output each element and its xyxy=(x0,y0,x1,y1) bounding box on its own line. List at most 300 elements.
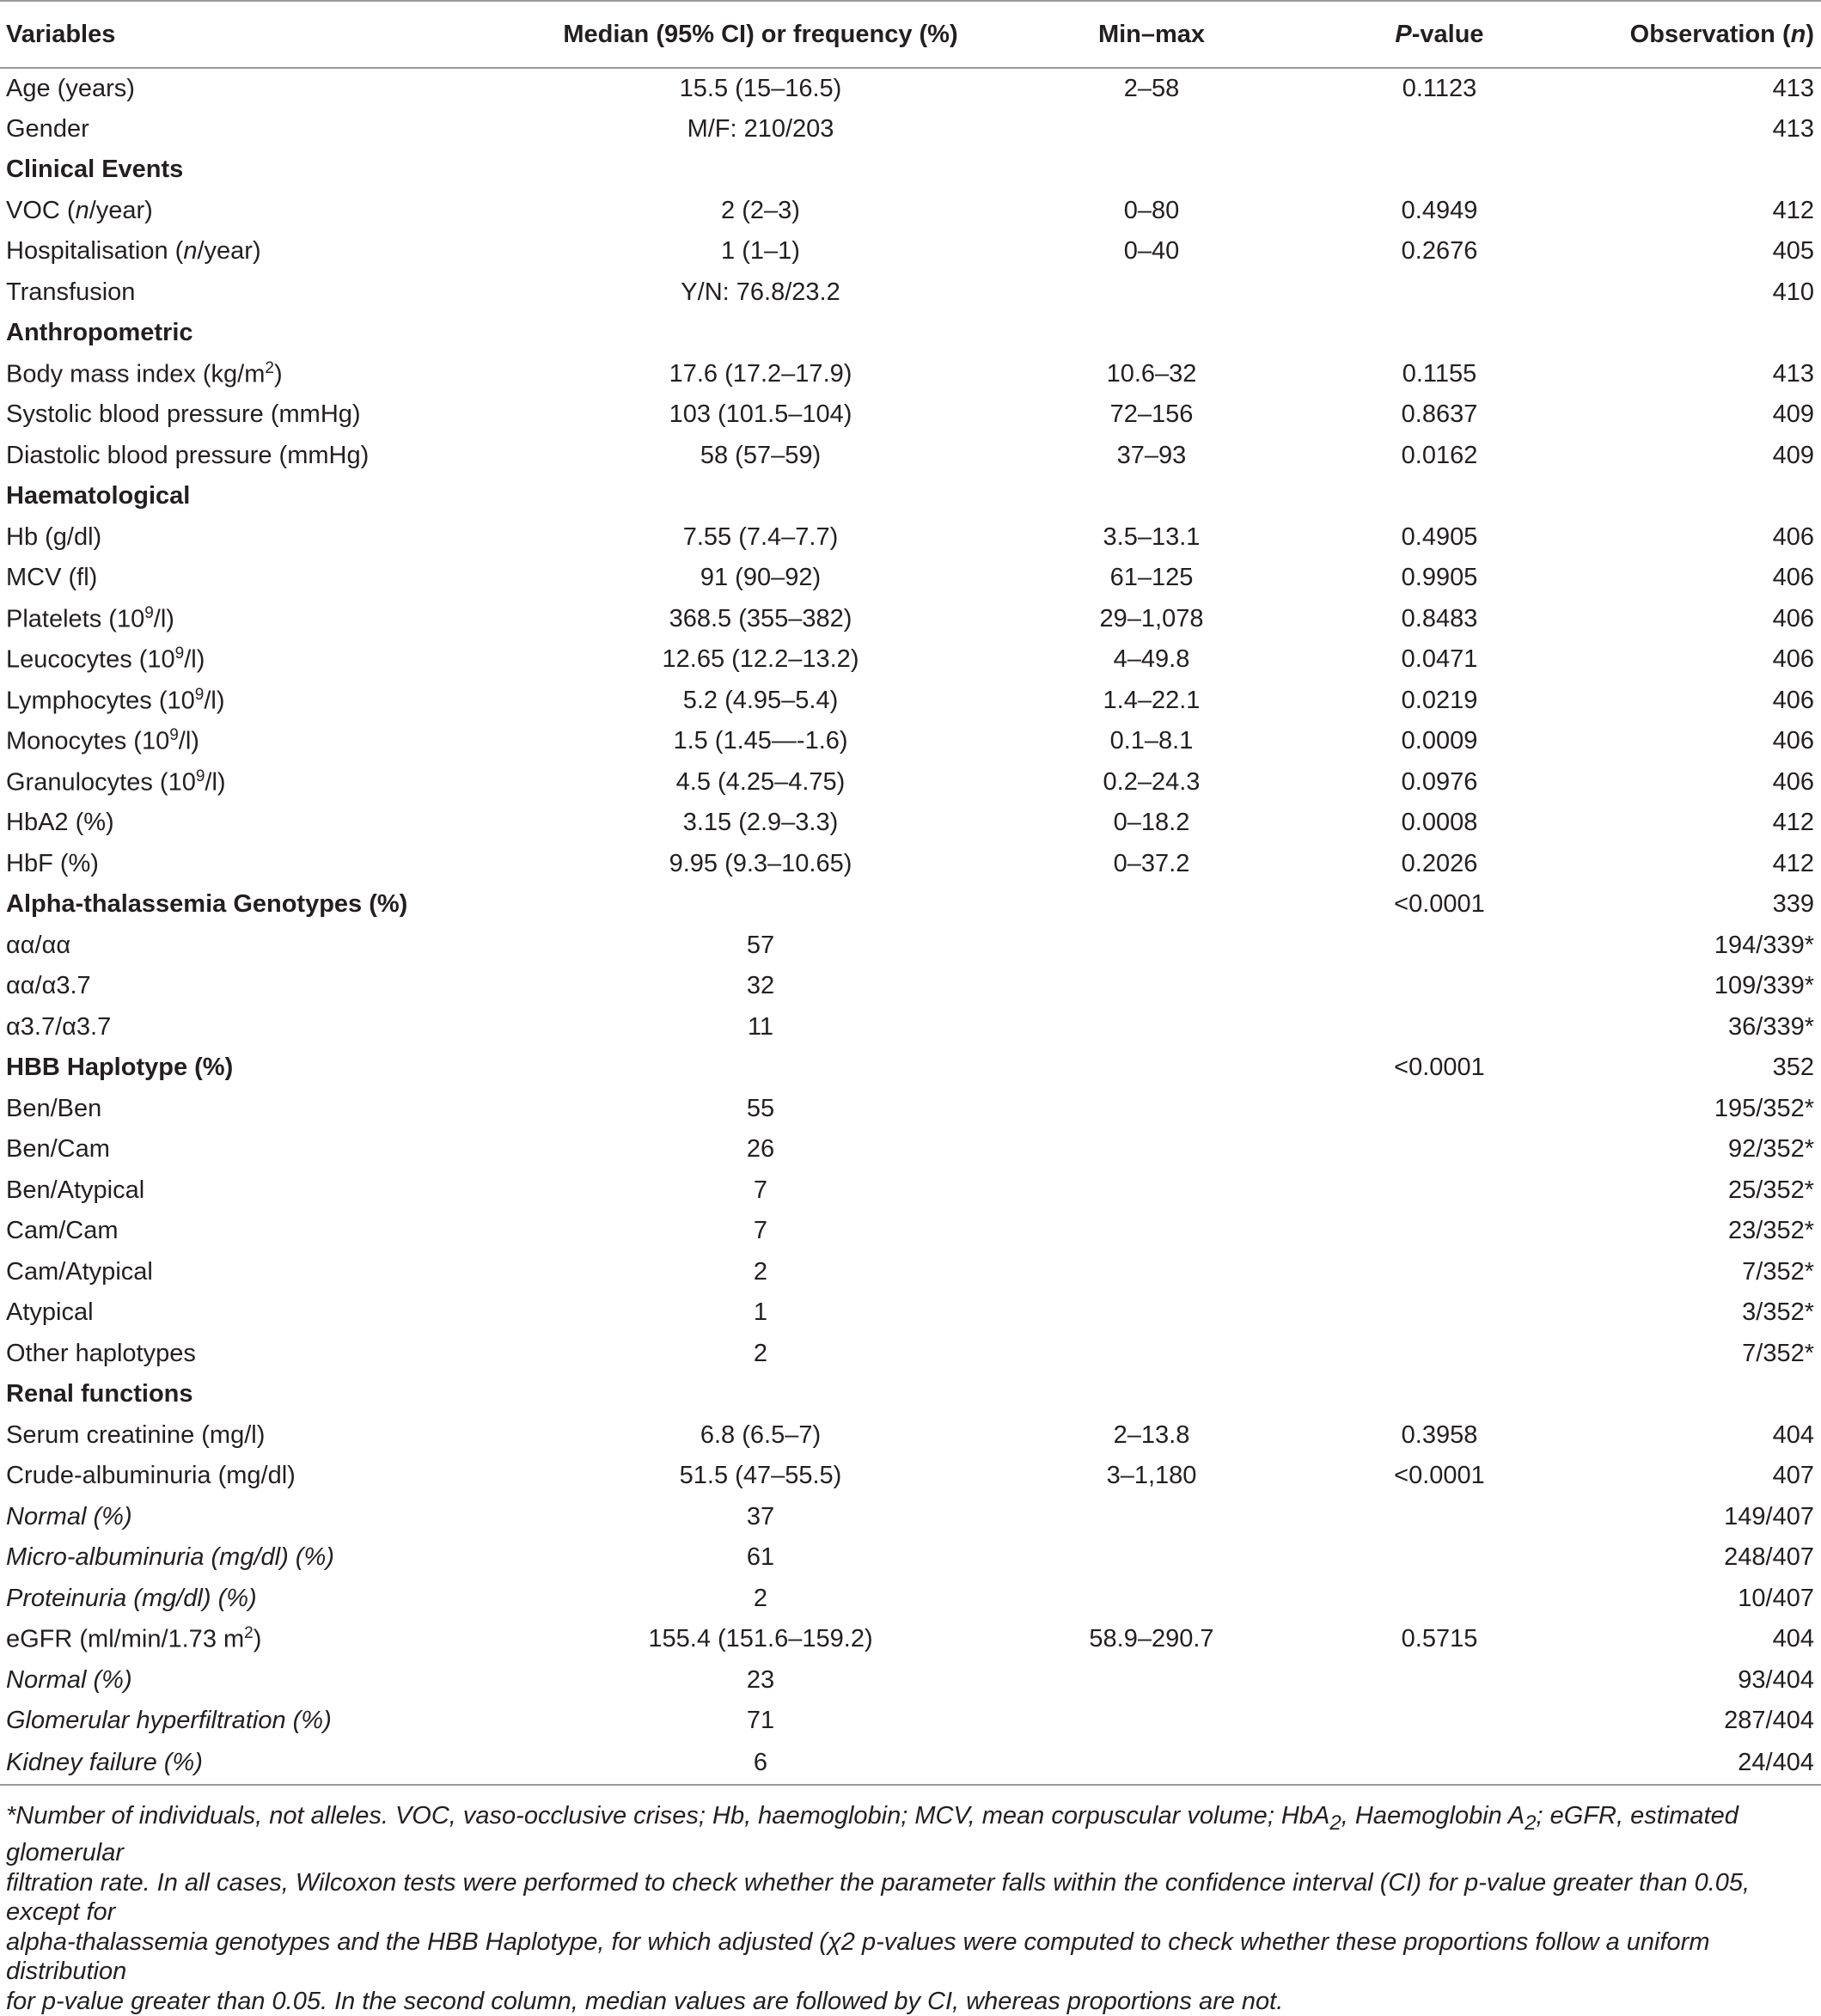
cell-median: 7 xyxy=(753,1176,768,1204)
cell-minmax: 29–1,078 xyxy=(1099,604,1204,632)
cell-median: 57 xyxy=(746,931,775,959)
variable-text: /l) xyxy=(178,728,199,756)
footnote-text: , Haemoglobin A xyxy=(1341,1802,1525,1830)
cell-median: 7 xyxy=(753,1217,768,1245)
cell-median: 2 xyxy=(753,1584,768,1612)
cell-p-value xyxy=(1280,272,1598,314)
cell-median xyxy=(498,884,1023,926)
cell-minmax xyxy=(1023,926,1280,967)
table-row xyxy=(0,1497,1821,1538)
cell-minmax: 1.4–22.1 xyxy=(1103,686,1201,714)
table-row xyxy=(0,926,1821,967)
cell-observation: 23/352* xyxy=(1728,1217,1814,1245)
table-row xyxy=(0,681,1821,722)
cell-p-value: 0.2026 xyxy=(1401,849,1478,877)
variable-text: VOC ( xyxy=(6,196,76,224)
cell-observation xyxy=(1598,313,1821,354)
cell-median: 37 xyxy=(746,1502,775,1530)
cell-minmax xyxy=(1023,476,1280,517)
cell-minmax xyxy=(1023,1170,1280,1212)
cell-observation: 406 xyxy=(1772,645,1814,674)
cell-p-value: 0.4949 xyxy=(1401,196,1478,224)
variable-text: eGFR (ml/min/1.73 m xyxy=(6,1626,245,1654)
cell-p-value: <0.0001 xyxy=(1394,890,1485,919)
cell-variable: Normal (%) xyxy=(6,1665,132,1694)
cell-observation: 195/352* xyxy=(1714,1094,1814,1122)
cell-p-value: 0.0219 xyxy=(1401,686,1478,714)
cell-minmax xyxy=(1023,1497,1280,1538)
footnote-line-2: filtration rate. In all cases, Wilcoxon tests were performed to check whether the parameter falls within the confidence interval (CI) for p-value greater than 0.05, except for xyxy=(6,1868,1751,1927)
table-row xyxy=(0,803,1821,844)
cell-p-value xyxy=(1280,1742,1598,1785)
cell-median xyxy=(498,150,1023,191)
cell-median xyxy=(498,476,1023,517)
cell-minmax xyxy=(1023,966,1280,1007)
cell-variable: Gender xyxy=(6,114,89,143)
cell-p-value xyxy=(1280,1089,1598,1130)
cell-variable: Renal functions xyxy=(6,1380,193,1408)
header-p-letter: P xyxy=(1395,20,1412,48)
variable-text: Leucocytes (10 xyxy=(6,646,175,675)
cell-minmax xyxy=(1023,109,1280,150)
cell-minmax: 2–13.8 xyxy=(1113,1420,1190,1449)
variable-superscript: 9 xyxy=(144,603,154,622)
cell-observation: 3/352* xyxy=(1742,1298,1814,1327)
cell-minmax: 61–125 xyxy=(1109,564,1194,592)
cell-variable: Cam/Atypical xyxy=(6,1257,153,1286)
cell-observation: 7/352* xyxy=(1742,1339,1814,1367)
cell-minmax xyxy=(1023,1537,1280,1579)
table-row xyxy=(0,272,1821,314)
cell-observation: 194/339* xyxy=(1714,931,1814,959)
cell-median: 23 xyxy=(746,1665,775,1694)
cell-variable: HBB Haplotype (%) xyxy=(6,1054,234,1082)
cell-observation: 248/407 xyxy=(1724,1543,1814,1572)
cell-observation: 24/404 xyxy=(1598,1742,1821,1785)
cell-observation: 406 xyxy=(1772,686,1814,714)
table-row xyxy=(0,1742,1821,1785)
table-row xyxy=(0,1334,1821,1375)
cell-p-value xyxy=(1280,150,1598,191)
cell-observation: 409 xyxy=(1772,400,1814,429)
cell-observation: 36/339* xyxy=(1728,1012,1814,1041)
cell-p-value: 0.0976 xyxy=(1401,767,1478,796)
table-section-row xyxy=(0,884,1821,926)
cell-variable xyxy=(0,639,498,681)
cell-minmax xyxy=(1023,1211,1280,1252)
variable-text: Platelets (10 xyxy=(6,605,145,633)
cell-observation xyxy=(1598,476,1821,517)
cell-median: M/F: 210/203 xyxy=(687,114,834,143)
cell-variable: Atypical xyxy=(6,1298,94,1327)
cell-minmax: 0.2–24.3 xyxy=(1103,767,1201,796)
cell-p-value: <0.0001 xyxy=(1394,1462,1485,1490)
cell-minmax xyxy=(1023,1048,1280,1089)
footnote-line-3: alpha-thalassemia genotypes and the HBB Haplotype, for which adjusted (χ2 p-values were computed to check whether these proportions follow a uniform distribution xyxy=(6,1927,1710,1986)
cell-median: 11 xyxy=(747,1012,774,1041)
variable-text: /l) xyxy=(184,646,205,675)
table-row xyxy=(0,1252,1821,1293)
cell-minmax: 0–18.2 xyxy=(1113,809,1190,837)
cell-p-value xyxy=(1280,1170,1598,1212)
cell-variable: αα/αα xyxy=(6,931,71,959)
footnote-line-4: for p-value greater than 0.05. In the second column, median values are followed by CI, whereas proportions are not. xyxy=(6,1987,1284,2015)
table-row xyxy=(0,1129,1821,1170)
cell-variable: Glomerular hyperfiltration (%) xyxy=(6,1707,332,1735)
cell-variable: Age (years) xyxy=(6,74,135,102)
cell-observation: 412 xyxy=(1772,196,1814,224)
cell-variable: Diastolic blood pressure (mmHg) xyxy=(6,441,370,469)
table-row xyxy=(0,1415,1821,1457)
cell-minmax xyxy=(1023,1701,1280,1742)
cell-minmax xyxy=(1023,1334,1280,1375)
cell-p-value: 0.5715 xyxy=(1401,1625,1478,1653)
cell-variable xyxy=(0,762,498,803)
cell-median: 2 xyxy=(753,1339,768,1367)
table-row xyxy=(0,966,1821,1007)
cell-median: 55 xyxy=(746,1094,775,1122)
cell-median xyxy=(498,1048,1023,1089)
table-row xyxy=(0,68,1821,109)
cell-p-value: 0.1155 xyxy=(1402,359,1477,388)
variable-superscript: 9 xyxy=(195,767,205,785)
cell-median: 17.6 (17.2–17.9) xyxy=(669,359,852,388)
cell-observation: 7/352* xyxy=(1742,1257,1814,1286)
cell-p-value: 0.3958 xyxy=(1401,1420,1478,1449)
cell-variable xyxy=(0,191,498,232)
cell-observation: 410 xyxy=(1772,278,1814,306)
footnote-subscript: 2 xyxy=(1329,1811,1341,1835)
table-row xyxy=(0,394,1821,436)
cell-median: 6 xyxy=(498,1742,1023,1785)
header-p-suffix: -value xyxy=(1411,20,1484,48)
cell-p-value xyxy=(1280,1660,1598,1701)
table-row xyxy=(0,1456,1821,1497)
cell-p-value xyxy=(1280,1129,1598,1170)
cell-p-value xyxy=(1280,1537,1598,1579)
variable-text: /l) xyxy=(205,768,226,797)
cell-median: 9.95 (9.3–10.65) xyxy=(669,849,852,877)
table-row xyxy=(0,1579,1821,1620)
cell-variable: Haematological xyxy=(6,482,191,510)
cell-minmax xyxy=(1023,1292,1280,1334)
cell-variable: Other haplotypes xyxy=(6,1339,196,1367)
cell-observation: 407 xyxy=(1772,1462,1814,1490)
cell-observation: 406 xyxy=(1772,604,1814,632)
variable-text: Hospitalisation ( xyxy=(6,237,184,266)
table-row xyxy=(0,1701,1821,1742)
table-row xyxy=(0,109,1821,150)
cell-p-value: 0.0471 xyxy=(1401,645,1478,674)
cell-median: 71 xyxy=(746,1707,775,1735)
cell-observation: 93/404 xyxy=(1738,1665,1814,1694)
cell-observation: 25/352* xyxy=(1728,1176,1814,1204)
cell-median: 155.4 (151.6–159.2) xyxy=(648,1625,873,1653)
variable-superscript: 2 xyxy=(265,358,274,377)
cell-minmax: 58.9–290.7 xyxy=(1089,1625,1214,1653)
footnote-text: *Number of individuals, not alleles. VOC, vaso-occlusive crises; Hb, haemoglobin; MCV, mean corpuscular volume; HbA xyxy=(6,1802,1330,1830)
table-row xyxy=(0,191,1821,232)
cell-p-value: 0.9905 xyxy=(1401,564,1478,592)
variable-superscript: 9 xyxy=(194,685,205,704)
table-row xyxy=(0,436,1821,477)
table-row xyxy=(0,1089,1821,1130)
cell-p-value xyxy=(1280,476,1598,517)
cell-minmax: 0–40 xyxy=(1123,237,1180,266)
cell-minmax xyxy=(1023,1007,1280,1048)
header-p-value xyxy=(1280,1,1598,68)
cell-p-value: 0.0162 xyxy=(1401,441,1478,469)
table-row xyxy=(0,721,1821,762)
cell-p-value: 0.2676 xyxy=(1401,237,1478,266)
cell-variable: Transfusion xyxy=(6,278,136,306)
header-variables: Variables xyxy=(0,1,498,68)
cell-minmax xyxy=(1023,272,1280,314)
cell-minmax xyxy=(1023,150,1280,191)
cell-median: 5.2 (4.95–5.4) xyxy=(682,686,839,714)
cell-observation: 413 xyxy=(1772,74,1814,102)
cell-median: 103 (101.5–104) xyxy=(669,400,852,429)
cell-observation: 109/339* xyxy=(1714,972,1814,1000)
cell-p-value: 0.1123 xyxy=(1402,74,1477,102)
table-section-row xyxy=(0,1374,1821,1415)
cell-median: Y/N: 76.8/23.2 xyxy=(681,278,840,306)
cell-minmax: 0–37.2 xyxy=(1113,849,1190,877)
cell-minmax xyxy=(1023,1252,1280,1293)
cell-p-value: 0.0009 xyxy=(1401,727,1478,755)
cell-p-value xyxy=(1280,1252,1598,1293)
header-obs-prefix: Observation ( xyxy=(1629,20,1791,48)
cell-minmax xyxy=(1023,313,1280,354)
variable-text: Lymphocytes (10 xyxy=(6,687,195,715)
cell-variable: HbA2 (%) xyxy=(6,809,114,837)
variable-italic: n xyxy=(183,237,198,266)
cell-minmax xyxy=(1023,1129,1280,1170)
cell-minmax: 0.1–8.1 xyxy=(1109,727,1194,755)
cell-variable: Proteinuria (mg/dl) (%) xyxy=(6,1584,257,1612)
cell-minmax xyxy=(1023,1742,1280,1785)
cell-minmax xyxy=(1023,1089,1280,1130)
cell-median: 26 xyxy=(746,1135,775,1164)
table-section-row xyxy=(0,150,1821,191)
header-row xyxy=(0,1,1821,68)
cell-minmax: 37–93 xyxy=(1116,441,1187,469)
cell-minmax xyxy=(1023,1374,1280,1415)
table-row xyxy=(0,599,1821,640)
cell-observation: 409 xyxy=(1772,441,1814,469)
cell-variable: Crude-albuminuria (mg/dl) xyxy=(6,1462,296,1490)
cell-observation xyxy=(1598,150,1821,191)
cell-p-value xyxy=(1280,1374,1598,1415)
cell-median: 32 xyxy=(746,972,775,1000)
cell-variable: Normal (%) xyxy=(6,1502,132,1530)
cell-variable: Micro-albuminuria (mg/dl) (%) xyxy=(6,1543,334,1572)
cell-variable xyxy=(0,1619,498,1660)
cell-variable: Ben/Cam xyxy=(6,1135,110,1164)
cell-p-value xyxy=(1280,926,1598,967)
table-row xyxy=(0,844,1821,885)
table-row xyxy=(0,1537,1821,1579)
cell-median: 61 xyxy=(746,1543,775,1572)
cell-observation: 404 xyxy=(1772,1420,1814,1449)
cell-median: 91 (90–92) xyxy=(700,564,822,592)
cell-observation xyxy=(1598,1374,1821,1415)
table-section-row xyxy=(0,476,1821,517)
variable-text: ) xyxy=(273,360,283,388)
cell-variable xyxy=(0,681,498,722)
table-row xyxy=(0,1211,1821,1252)
cell-p-value xyxy=(1280,1701,1598,1742)
variable-superscript: 2 xyxy=(244,1624,254,1643)
cell-variable: Ben/Ben xyxy=(6,1094,102,1122)
cell-variable: α3.7/α3.7 xyxy=(6,1012,112,1041)
table-row xyxy=(0,639,1821,681)
cell-median: 51.5 (47–55.5) xyxy=(679,1462,842,1490)
cell-p-value xyxy=(1280,1007,1598,1048)
cell-median xyxy=(498,1374,1023,1415)
header-minmax: Min–max xyxy=(1023,1,1280,68)
cell-observation: 413 xyxy=(1772,114,1814,143)
cell-p-value xyxy=(1280,109,1598,150)
header-obs-suffix: ) xyxy=(1806,20,1814,48)
cell-p-value xyxy=(1280,1334,1598,1375)
cell-variable: Cam/Cam xyxy=(6,1217,119,1245)
cell-observation: 339 xyxy=(1772,890,1814,919)
cell-median: 6.8 (6.5–7) xyxy=(700,1420,822,1449)
cell-variable xyxy=(0,231,498,272)
cell-variable xyxy=(0,721,498,762)
cell-p-value xyxy=(1280,1579,1598,1620)
cell-median: 2 (2–3) xyxy=(721,196,800,224)
table-row xyxy=(0,1619,1821,1660)
cell-median: 4.5 (4.25–4.75) xyxy=(675,767,846,796)
cell-variable: Alpha-thalassemia Genotypes (%) xyxy=(6,890,408,919)
table-footnote xyxy=(6,1801,1815,2016)
cell-observation: 406 xyxy=(1772,767,1814,796)
cell-variable xyxy=(0,354,498,395)
table-row xyxy=(0,558,1821,599)
variable-text: /l) xyxy=(204,687,225,715)
cell-minmax xyxy=(1023,1660,1280,1701)
variable-italic: n xyxy=(75,196,89,224)
cell-minmax: 72–156 xyxy=(1109,400,1194,429)
cell-median: 1 xyxy=(753,1298,768,1327)
cell-variable: HbF (%) xyxy=(6,849,99,877)
cell-observation: 412 xyxy=(1772,849,1814,877)
cell-median: 3.15 (2.9–3.3) xyxy=(682,809,839,837)
cell-observation: 404 xyxy=(1772,1625,1814,1653)
cell-minmax xyxy=(1023,884,1280,926)
cell-observation: 405 xyxy=(1772,237,1814,266)
variable-superscript: 9 xyxy=(174,645,185,663)
cell-p-value xyxy=(1280,966,1598,1007)
cell-median: 2 xyxy=(753,1257,768,1286)
cell-variable: Ben/Atypical xyxy=(6,1176,145,1204)
cell-p-value xyxy=(1280,1211,1598,1252)
cell-p-value xyxy=(1280,1497,1598,1538)
table-row xyxy=(0,762,1821,803)
cell-p-value: 0.4905 xyxy=(1401,522,1478,551)
cell-median xyxy=(498,313,1023,354)
cell-median: 368.5 (355–382) xyxy=(669,604,852,632)
footnote-subscript: 2 xyxy=(1525,1811,1537,1835)
cell-observation: 352 xyxy=(1772,1054,1814,1082)
cell-variable: Hb (g/dl) xyxy=(6,522,102,551)
table-body xyxy=(0,68,1821,1785)
cell-minmax: 3–1,180 xyxy=(1106,1462,1197,1490)
cell-variable: Kidney failure (%) xyxy=(0,1742,498,1785)
table-row xyxy=(0,1660,1821,1701)
cell-p-value: 0.0008 xyxy=(1401,809,1478,837)
cell-observation: 92/352* xyxy=(1728,1135,1814,1164)
cell-minmax: 4–49.8 xyxy=(1113,645,1190,674)
table-row xyxy=(0,231,1821,272)
table-row xyxy=(0,517,1821,559)
table-row xyxy=(0,354,1821,395)
variable-superscript: 9 xyxy=(169,726,179,745)
cell-minmax: 0–80 xyxy=(1123,196,1180,224)
cell-observation: 406 xyxy=(1772,522,1814,551)
cell-p-value: 0.8483 xyxy=(1401,604,1478,632)
cell-observation: 10/407 xyxy=(1738,1584,1814,1612)
cell-variable: Anthropometric xyxy=(6,319,193,347)
header-median: Median (95% CI) or frequency (%) xyxy=(498,1,1023,68)
cell-observation: 412 xyxy=(1772,809,1814,837)
cell-median: 1.5 (1.45—-1.6) xyxy=(673,727,848,755)
cell-variable: αα/α3.7 xyxy=(6,972,91,1000)
table-section-row xyxy=(0,313,1821,354)
cell-observation: 406 xyxy=(1772,564,1814,592)
table-row xyxy=(0,1007,1821,1048)
header-obs-n: n xyxy=(1790,20,1806,48)
table-row xyxy=(0,1170,1821,1212)
cell-variable: MCV (fl) xyxy=(6,564,98,592)
cell-median: 1 (1–1) xyxy=(721,237,800,266)
cell-variable xyxy=(0,599,498,640)
table-row xyxy=(0,1292,1821,1334)
variable-text: Body mass index (kg/m xyxy=(6,360,266,388)
variable-text: ) xyxy=(253,1626,262,1654)
cell-median: 7.55 (7.4–7.7) xyxy=(682,522,839,551)
cell-minmax: 3.5–13.1 xyxy=(1103,522,1201,551)
cell-observation: 413 xyxy=(1772,359,1814,388)
variable-text: /l) xyxy=(153,605,174,633)
cell-p-value: 0.8637 xyxy=(1401,400,1478,429)
cell-median: 58 (57–59) xyxy=(700,441,822,469)
cell-p-value xyxy=(1280,313,1598,354)
footnote-text: ; eGFR, estimated glomerular xyxy=(6,1802,1739,1867)
cell-observation: 149/407 xyxy=(1724,1502,1814,1530)
cell-variable: Systolic blood pressure (mmHg) xyxy=(6,400,361,429)
cell-variable: Serum creatinine (mg/l) xyxy=(6,1420,266,1449)
variable-text: /year) xyxy=(89,196,153,224)
cell-median: 12.65 (12.2–13.2) xyxy=(662,645,859,674)
header-observation xyxy=(1598,1,1821,68)
cell-minmax: 2–58 xyxy=(1123,74,1180,102)
variable-text: /year) xyxy=(197,237,261,266)
cell-variable: Clinical Events xyxy=(6,156,184,184)
cell-p-value: <0.0001 xyxy=(1394,1054,1485,1082)
cell-median: 15.5 (15–16.5) xyxy=(679,74,842,102)
cell-p-value xyxy=(1280,1292,1598,1334)
cell-minmax: 10.6–32 xyxy=(1106,359,1197,388)
footnote-line-1 xyxy=(6,1801,1815,1868)
cell-observation: 406 xyxy=(1772,727,1814,755)
table-section-row xyxy=(0,1048,1821,1089)
variable-text: Monocytes (10 xyxy=(6,728,170,756)
cell-minmax xyxy=(1023,1579,1280,1620)
cell-observation: 287/404 xyxy=(1724,1707,1814,1735)
